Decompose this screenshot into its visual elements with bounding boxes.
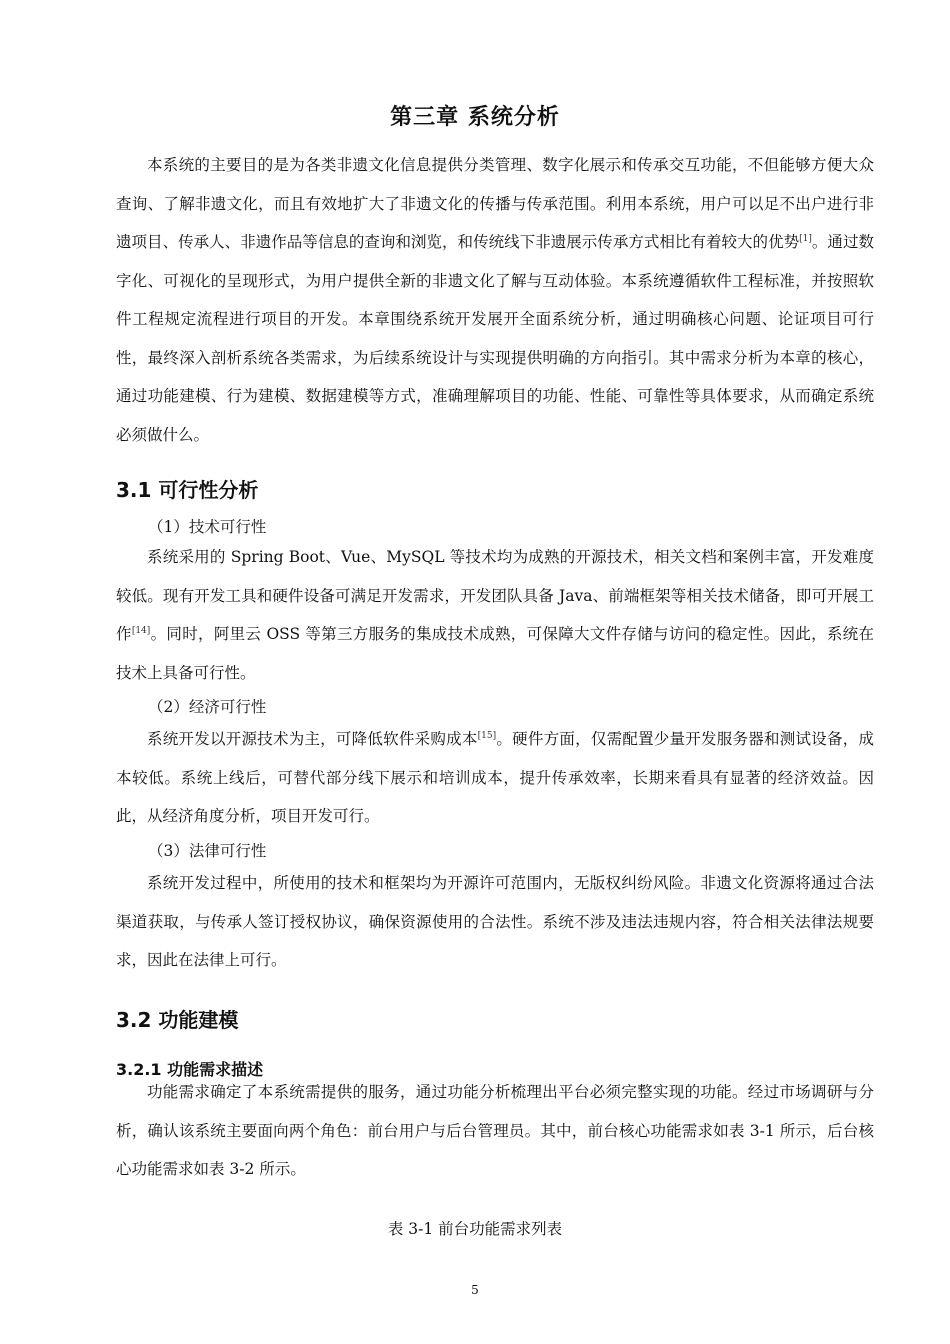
section-heading-3-2: 3.2 功能建模 xyxy=(116,1008,239,1032)
economic-feasibility-paragraph xyxy=(116,720,874,836)
legal-feasibility-paragraph xyxy=(116,864,874,980)
subsection-label-economic: （2）经济可行性 xyxy=(148,698,267,716)
subsection-label-legal: （3）法律可行性 xyxy=(148,842,267,860)
economic-text-2: 。硬件方面，仅需配置少量开发服务器和测试设备，成本较低。系统上线后，可替代部分线下展示和培训成本，提升传承效率，长期来看具有显著的经济效益。因此，从经济角度分析，项目开发可行。 xyxy=(116,730,874,825)
functional-requirements-paragraph xyxy=(116,1073,874,1189)
citation-ref: [15] xyxy=(477,731,497,741)
section-heading-3-1: 3.1 可行性分析 xyxy=(116,478,259,502)
intro-text-2: 。通过数字化、可视化的呈现形式，为用户提供全新的非遗文化了解与互动体验。本系统遵循软件工程标准，并按照软件工程规定流程进行项目的开发。本章围绕系统开发展开全面系统分析，通过明确核心问题、论证项目可行性，最终深入剖析系统各类需求，为后续系统设计与实现提供明确的方向指引。其中需求分析为本章的核心，通过功能建模、行为建模、数据建模等方式，准确理解项目的功能、性能、可靠性等具体要求，从而确定系统必须做什么。 xyxy=(116,233,874,444)
technical-text-1: 系统采用的 Spring Boot、Vue、MySQL 等技术均为成熟的开源技术，相关文档和案例丰富，开发难度较低。现有开发工具和硬件设备可满足开发需求，开发团队具备 Java、前端框架等相关技术储备，即可开展工作 xyxy=(116,548,874,643)
legal-text: 系统开发过程中，所使用的技术和框架均为开源许可范围内，无版权纠纷风险。非遗文化资源将通过合法渠道获取，与传承人签订授权协议，确保资源使用的合法性。系统不涉及违法违规内容，符合相关法律法规要求，因此在法律上可行。 xyxy=(116,874,874,969)
citation-ref: [1] xyxy=(799,234,812,244)
economic-text-1: 系统开发以开源技术为主，可降低软件采购成本 xyxy=(147,730,478,748)
citation-ref: [14] xyxy=(131,626,151,636)
functional-requirements-text: 功能需求确定了本系统需提供的服务，通过功能分析梳理出平台必须完整实现的功能。经过市场调研与分析，确认该系统主要面向两个角色：前台用户与后台管理员。其中，前台核心功能需求如表 3-1 所示，后台核心功能需求如表 3-2 所示。 xyxy=(116,1083,874,1178)
subsection-heading-3-2-1: 3.2.1 功能需求描述 xyxy=(116,1060,264,1079)
intro-text-1: 本系统的主要目的是为各类非遗文化信息提供分类管理、数字化展示和传承交互功能，不但能够方便大众查询、了解非遗文化，而且有效地扩大了非遗文化的传播与传承范围。利用本系统，用户可以足不出户进行非遗项目、传承人、非遗作品等信息的查询和浏览，和传统线下非遗展示传承方式相比有着较大的优势 xyxy=(116,156,874,251)
technical-text-2: 。同时，阿里云 OSS 等第三方服务的集成技术成熟，可保障大文件存储与访问的稳定性。因此，系统在技术上具备可行性。 xyxy=(116,625,874,682)
page-number: 5 xyxy=(471,1283,479,1297)
chapter-title: 第三章 系统分析 xyxy=(390,105,560,130)
subsection-label-technical: （1）技术可行性 xyxy=(148,518,267,536)
intro-paragraph xyxy=(116,146,874,454)
table-caption: 表 3-1 前台功能需求列表 xyxy=(387,1220,563,1238)
technical-feasibility-paragraph xyxy=(116,538,874,692)
